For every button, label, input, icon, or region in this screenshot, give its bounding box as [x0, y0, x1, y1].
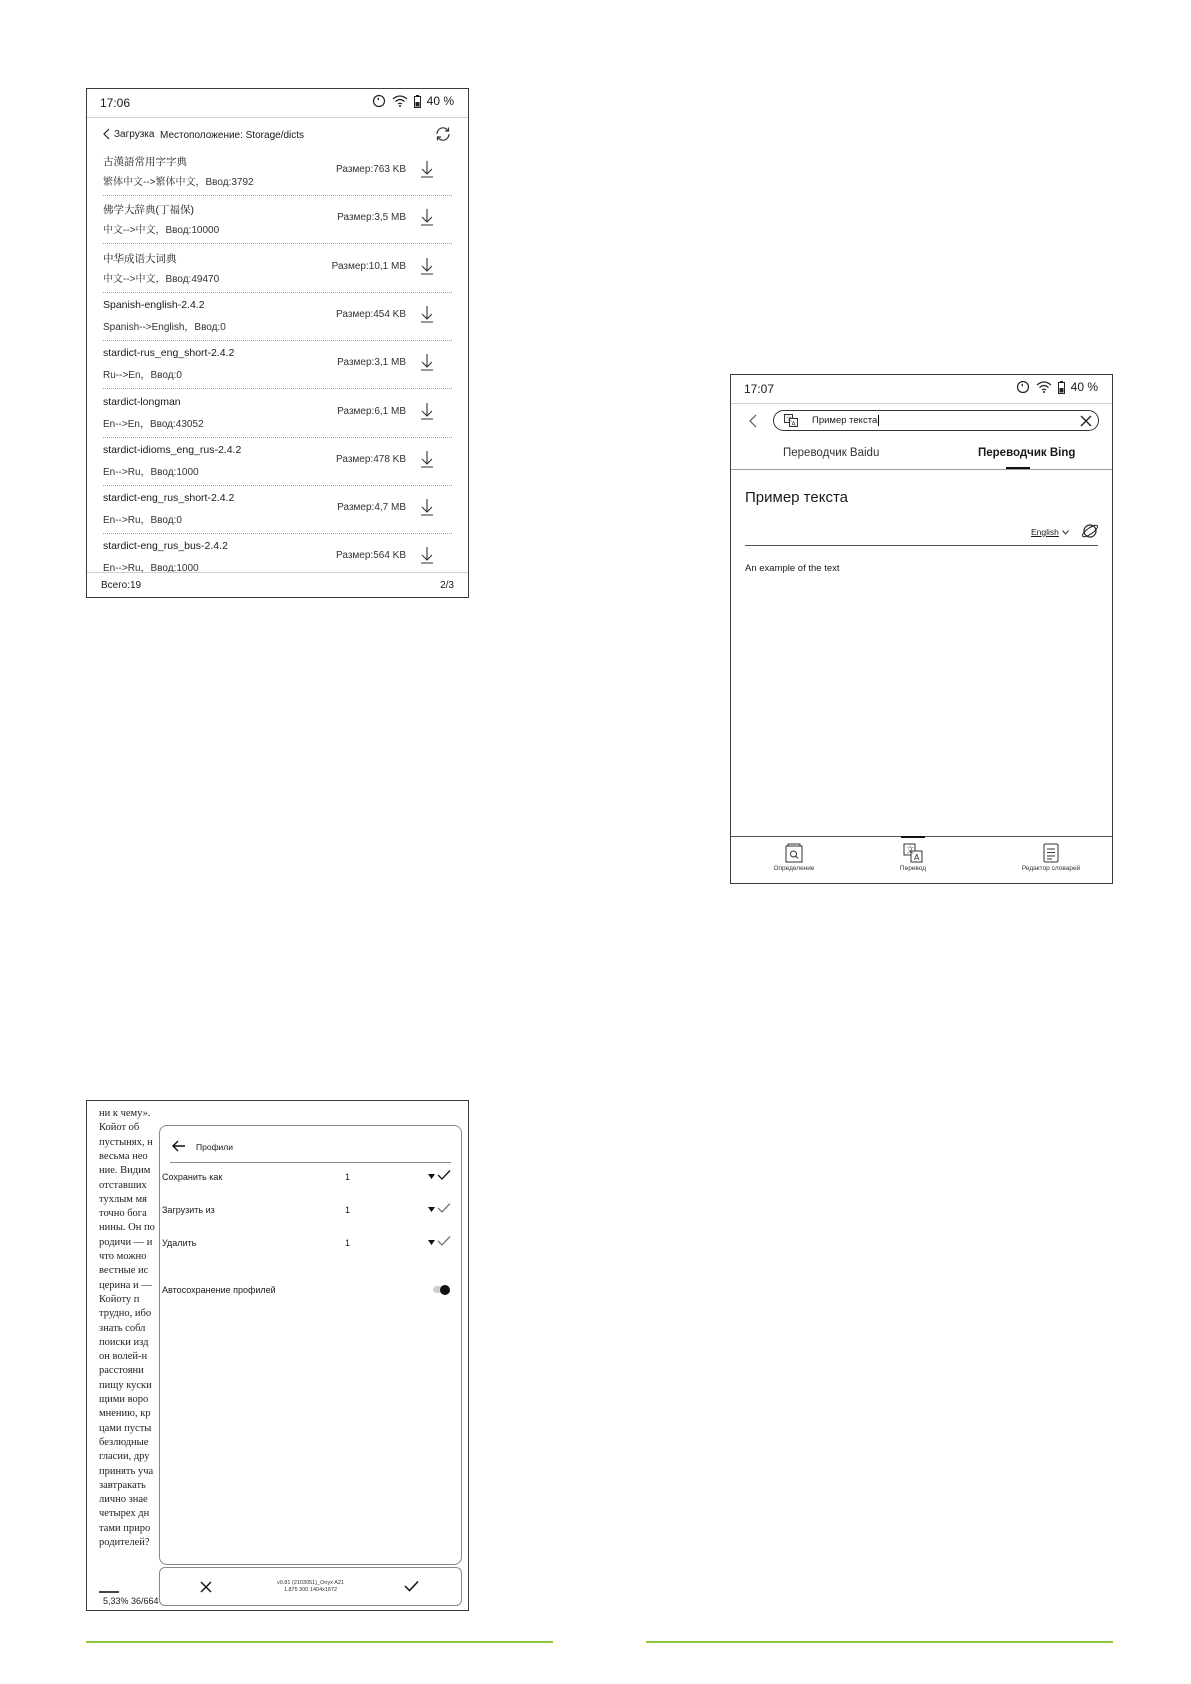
reader-line: четырех дн: [99, 1508, 150, 1520]
reader-line: пищу куски: [99, 1379, 152, 1391]
source-text: Пример текста: [745, 489, 848, 506]
dictionary-row[interactable]: [103, 292, 452, 341]
location-label: Местоположение: Storage/dicts: [160, 130, 305, 141]
confirm-check-icon[interactable]: [404, 1580, 419, 1592]
dictionary-row[interactable]: [103, 195, 452, 244]
back-chevron-icon[interactable]: [748, 414, 757, 428]
dictionary-size: Размер:478 KB: [336, 453, 406, 465]
dictionary-size: Размер:763 KB: [336, 164, 406, 175]
battery-icon: [1058, 381, 1065, 394]
dictionary-detail: En-->En，Ввод:43052: [103, 418, 204, 430]
reader-line: родителей?: [99, 1537, 150, 1548]
tab-bing[interactable]: Переводчик Bing: [978, 447, 1076, 459]
bottom-nav: [731, 836, 1112, 883]
check-icon[interactable]: [437, 1202, 451, 1214]
dictionary-size: Размер:10,1 MB: [331, 260, 406, 272]
dialog-header: [170, 1138, 451, 1163]
reader-line: тухлым мя: [99, 1193, 147, 1205]
profile-select-value: 1: [345, 1238, 351, 1248]
reader-line: он волей-н: [99, 1351, 148, 1363]
toggle-knob: [440, 1285, 450, 1295]
download-icon[interactable]: [420, 402, 434, 420]
profile-row-label: Загрузить из: [162, 1205, 215, 1215]
profile-row: [160, 1234, 461, 1254]
orbit-icon[interactable]: [1081, 522, 1099, 540]
dictionary-row[interactable]: [103, 389, 452, 438]
list-document-icon: [1042, 843, 1060, 863]
reader-line: щими воро: [99, 1394, 149, 1405]
reader-progress-bar: [99, 1591, 119, 1593]
download-icon[interactable]: [420, 208, 434, 226]
reader-line: трудно, ибо: [99, 1308, 152, 1320]
wifi-icon: [1036, 381, 1052, 393]
translator-screen: [730, 374, 1113, 884]
dictionary-name: stardict-rus_eng_short-2.4.2: [103, 347, 235, 360]
dictionary-size: Размер:6,1 MB: [337, 405, 406, 417]
status-bar: [731, 375, 1112, 404]
reader-line: нины. Он по: [99, 1222, 155, 1234]
reader-line: пустынях, н: [99, 1136, 153, 1148]
dictionary-size: Размер:454 KB: [336, 308, 406, 320]
active-tab-indicator: [1006, 467, 1030, 469]
dropdown-arrow-icon: [428, 1240, 435, 1245]
reader-line: лично знае: [99, 1494, 148, 1506]
search-bar[interactable]: [773, 410, 1099, 431]
dictionary-name: stardict-idioms_eng_rus-2.4.2: [103, 443, 242, 456]
dictionary-search-icon: [785, 843, 803, 863]
reader-line: ни к чему».: [99, 1108, 151, 1119]
dictionary-detail: En-->Ru，Ввод:1000: [103, 466, 199, 478]
accent-line-left: [86, 1641, 553, 1643]
download-icon[interactable]: [420, 305, 434, 323]
sync-icon: [372, 94, 386, 108]
dialog-action-bar: [159, 1567, 462, 1606]
profile-select-value: 1: [345, 1172, 351, 1182]
chevron-down-icon: [1062, 530, 1069, 535]
autosave-row: [160, 1281, 461, 1301]
download-icon[interactable]: [420, 160, 434, 178]
dictionary-row[interactable]: [103, 485, 452, 534]
nav-translate[interactable]: [868, 843, 958, 872]
total-count: Всего:19: [101, 580, 142, 591]
reader-line: ние. Видим: [99, 1165, 151, 1177]
clear-icon[interactable]: [1080, 415, 1092, 427]
accent-line-right: [646, 1641, 1113, 1643]
svg-text:文: 文: [906, 845, 914, 855]
dictionary-name: stardict-eng_rus_short-2.4.2: [103, 492, 235, 505]
reader-line: что можно: [99, 1251, 147, 1262]
back-label: Загрузка: [114, 128, 155, 140]
page-indicator: 2/3: [440, 580, 454, 591]
dictionary-download-screen: [86, 88, 469, 598]
nav-dictionary-editor[interactable]: [1006, 843, 1096, 872]
reader-line: тами приро: [99, 1522, 151, 1534]
profile-row: [160, 1201, 461, 1221]
svg-text:A: A: [914, 853, 920, 862]
language-select[interactable]: [1031, 527, 1069, 537]
reader-line: расстояни: [99, 1365, 144, 1377]
dropdown-arrow-icon: [428, 1174, 435, 1179]
dictionary-size: Размер:4,7 MB: [337, 502, 406, 514]
reader-line: принять уча: [99, 1465, 154, 1477]
dictionary-detail: 繁体中文-->繁体中文，Ввод:3792: [103, 177, 254, 188]
source-divider: [745, 545, 1098, 546]
dictionary-detail: Spanish-->English，Ввод:0: [103, 321, 226, 333]
check-icon[interactable]: [437, 1235, 451, 1247]
reader-line: родичи — и: [99, 1236, 153, 1248]
dictionary-size: Размер:3,1 MB: [337, 357, 406, 369]
nav-dictionary-editor-label: Редактор словарей: [1021, 865, 1081, 872]
nav-translate-label: Перевод: [899, 865, 927, 872]
dictionary-row[interactable]: [103, 340, 452, 389]
profiles-dialog: [159, 1125, 462, 1565]
version-line-2: 1.875 300 1404x1872: [283, 1587, 338, 1593]
profile-select[interactable]: [345, 1205, 435, 1217]
back-button[interactable]: [103, 128, 154, 140]
dictionary-row[interactable]: [103, 147, 452, 196]
header: [103, 125, 452, 147]
reader-line: Койот об: [99, 1122, 140, 1134]
translate-icon: [784, 414, 798, 427]
dropdown-arrow-icon: [428, 1207, 435, 1212]
reader-line: точно бога: [99, 1208, 147, 1220]
download-icon[interactable]: [420, 546, 434, 564]
dictionary-detail: 中文-->中文，Ввод:49470: [103, 273, 220, 285]
dictionary-detail: Ru-->En，Ввод:0: [103, 370, 182, 382]
dictionary-row[interactable]: [103, 437, 452, 486]
reader-line: цами пусты: [99, 1422, 152, 1434]
dictionary-name: Spanish-english-2.4.2: [103, 298, 205, 311]
battery-level: 40 %: [1070, 380, 1098, 394]
svg-text:A: A: [791, 420, 796, 427]
reader-footer: 5,33% 36/664: [103, 1596, 159, 1606]
profile-select[interactable]: [345, 1238, 435, 1250]
reader-line: поиски изд: [99, 1336, 149, 1348]
profile-row-label: Сохранить как: [162, 1172, 223, 1182]
tab-baidu[interactable]: Переводчик Baidu: [783, 447, 880, 459]
arrow-left-icon[interactable]: [172, 1140, 186, 1152]
dictionary-detail: En-->Ru，Ввод:0: [103, 515, 182, 527]
reader-line: завтракать: [99, 1479, 146, 1491]
chevron-left-icon: [103, 128, 110, 140]
dictionary-size: Размер:564 KB: [336, 550, 406, 562]
download-icon[interactable]: [420, 450, 434, 468]
dictionary-name: stardict-longman: [103, 395, 181, 408]
reader-line: безлюдные: [99, 1436, 149, 1448]
status-time: 17:07: [744, 382, 775, 396]
status-time: 17:06: [100, 96, 131, 110]
dialog-title: Профили: [196, 1142, 234, 1152]
sync-icon: [1016, 380, 1030, 394]
nav-active-indicator: [901, 836, 925, 838]
nav-definition[interactable]: [749, 843, 839, 872]
svg-text:文: 文: [786, 416, 793, 423]
reader-line: весьма нео: [99, 1150, 148, 1162]
reader-line: мнению, кр: [99, 1408, 151, 1420]
search-input[interactable]: Пример текста: [812, 415, 878, 426]
dictionary-name: 中华成语大词典: [103, 252, 177, 265]
battery-icon: [414, 95, 421, 108]
dictionary-detail: En-->Ru，Ввод:1000: [103, 563, 199, 575]
status-bar: [87, 89, 468, 118]
list-footer: [87, 572, 468, 597]
profile-row-label: Удалить: [162, 1238, 197, 1248]
reader-line: гласии, дру: [99, 1451, 150, 1463]
dictionary-detail: 中文-->中文，Ввод:10000: [103, 225, 220, 237]
download-icon[interactable]: [420, 257, 434, 275]
dictionary-name: 佛学大辞典(丁福保): [103, 204, 194, 217]
download-icon[interactable]: [420, 353, 434, 371]
refresh-icon[interactable]: [434, 125, 452, 143]
dictionary-name: 古漢語常用字字典: [103, 156, 187, 168]
check-icon[interactable]: [437, 1169, 451, 1181]
translate-icon: [903, 843, 923, 863]
profile-select-value: 1: [345, 1205, 351, 1215]
reader-line: отставших: [99, 1179, 147, 1191]
version-line-1: v0.81 (2103051)_Onyx A21: [277, 1580, 344, 1586]
translator-tabs: [731, 441, 1112, 470]
translation-result: An example of the text: [745, 563, 840, 574]
autosave-toggle[interactable]: [433, 1286, 449, 1293]
reader-line: церина и —: [99, 1279, 152, 1291]
language-label: English: [1031, 527, 1059, 537]
reader-line: знать собл: [99, 1322, 146, 1334]
reader-line: вестные ис: [99, 1265, 149, 1277]
profile-select[interactable]: [345, 1172, 435, 1184]
dictionary-row[interactable]: [103, 244, 452, 293]
reader-line: Койоту п: [99, 1293, 140, 1305]
dictionary-name: stardict-eng_rus_bus-2.4.2: [103, 540, 228, 553]
autosave-label: Автосохранение профилей: [162, 1285, 276, 1295]
nav-definition-label: Определение: [773, 865, 815, 872]
dictionary-size: Размер:3,5 MB: [337, 212, 406, 224]
battery-level: 40 %: [426, 94, 454, 108]
profile-row: [160, 1168, 461, 1188]
wifi-icon: [392, 95, 408, 107]
reader-profiles-screen: [86, 1100, 469, 1611]
download-icon[interactable]: [420, 498, 434, 516]
